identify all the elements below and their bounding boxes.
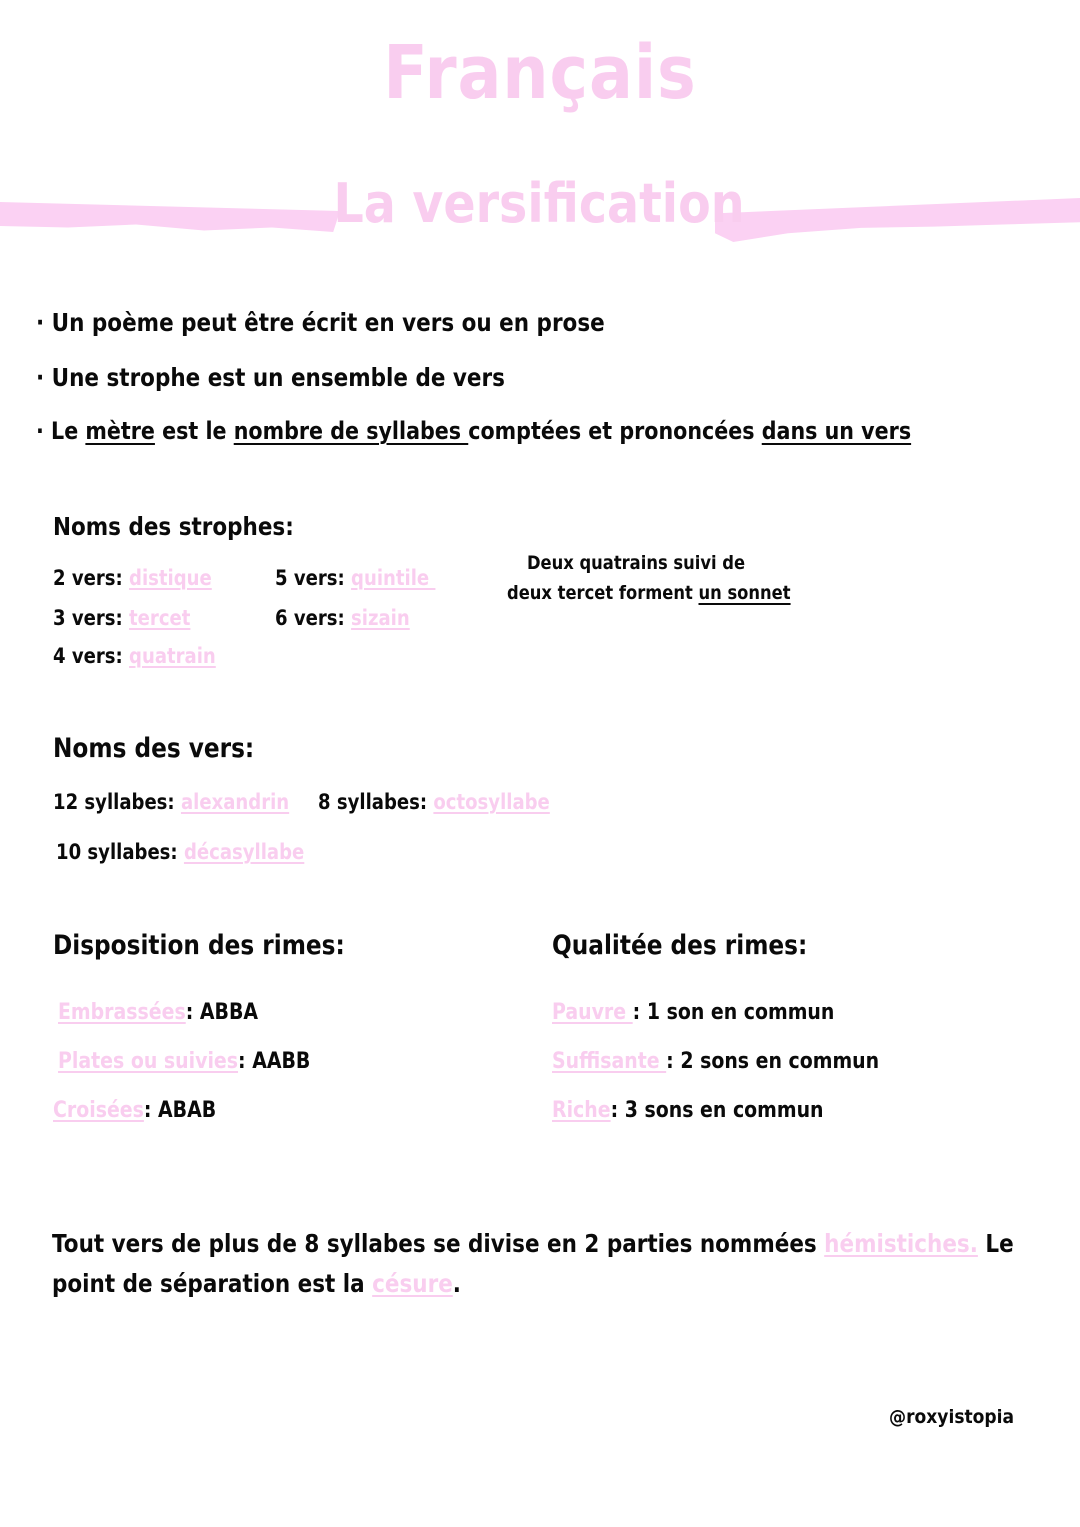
text-segment: comptées et prononcées (468, 417, 762, 445)
strophe-item (53, 606, 190, 630)
strophe-label: 5 vers: (275, 566, 345, 590)
strophe-item (275, 566, 435, 590)
term-hemistiches: hémistiches. (824, 1229, 978, 1258)
qualite-item (552, 1098, 824, 1123)
strophe-label: 6 vers: (275, 606, 345, 630)
bullet-text: Une strophe est un ensemble de vers (51, 363, 505, 392)
term-metre: mètre (85, 417, 155, 445)
disposition-item (58, 1049, 310, 1074)
text-segment: est le (154, 417, 234, 445)
vers-label: 12 syllabes: (53, 790, 175, 814)
rhyme-quality-desc: : 3 sons en commun (610, 1098, 824, 1123)
disposition-item (53, 1098, 216, 1123)
term-nombre-syllabes: nombre de syllabes (233, 417, 469, 445)
bullet-dot: · (36, 363, 45, 392)
intro-bullet-1 (36, 308, 605, 337)
rhyme-type-name: Croisées (53, 1098, 144, 1123)
vers-value: décasyllabe (183, 840, 305, 864)
strophe-value: tercet (129, 606, 191, 630)
conclusion-paragraph (52, 1224, 1032, 1304)
strophe-label: 2 vers: (53, 566, 123, 590)
qualite-item (552, 1000, 834, 1025)
rhyme-quality-name: Suffisante (552, 1049, 667, 1074)
vers-value: octosyllabe (433, 790, 550, 814)
vers-label: 8 syllabes: (318, 790, 428, 814)
strophe-label: 3 vers: (53, 606, 123, 630)
intro-bullet-3 (36, 417, 911, 445)
term-dans-un-vers: dans un vers (761, 417, 912, 445)
rhyme-quality-name: Riche (552, 1098, 611, 1123)
term-cesure: césure (372, 1269, 453, 1298)
strophe-item (275, 606, 410, 630)
sonnet-note (507, 548, 791, 608)
text-segment: Tout vers de plus de 8 syllabes se divise en 2 parties nommées (52, 1229, 825, 1258)
disposition-item (58, 1000, 258, 1025)
strophe-item (53, 566, 212, 590)
strophe-value: distique (129, 566, 212, 590)
bullet-dot: · (36, 417, 44, 445)
rhyme-quality-desc: : 1 son en commun (632, 1000, 835, 1025)
text-segment: Le point de séparation est la (52, 1229, 1014, 1298)
rhyme-quality-desc: : 2 sons en commun (666, 1049, 880, 1074)
bullet-text: Un poème peut être écrit en vers ou en prose (51, 308, 605, 337)
rhyme-scheme: : ABBA (185, 1000, 259, 1025)
qualite-heading: Qualitée des rimes: (552, 930, 808, 961)
rhyme-type-name: Plates ou suivies (58, 1049, 239, 1074)
vers-item (318, 790, 550, 814)
page-subtitle: La versification (333, 172, 745, 235)
vers-value: alexandrin (180, 790, 290, 814)
rhyme-scheme: : ABAB (143, 1098, 217, 1123)
bullet-dot: · (36, 308, 45, 337)
page-title: Français (383, 30, 697, 116)
term-sonnet: un sonnet (698, 582, 791, 604)
rhyme-type-name: Embrassées (58, 1000, 186, 1025)
vers-label: 10 syllabes: (56, 840, 178, 864)
sonnet-note-line1: Deux quatrains suivi de (526, 552, 746, 574)
vers-item (53, 790, 289, 814)
vers-heading: Noms des vers: (53, 733, 255, 764)
strophe-value: quatrain (129, 644, 216, 668)
rhyme-scheme: : AABB (238, 1049, 311, 1074)
qualite-item (552, 1049, 879, 1074)
text-segment: deux tercet forment (507, 582, 699, 604)
text-segment: Le (51, 417, 86, 445)
rhyme-quality-name: Pauvre (552, 1000, 633, 1025)
disposition-heading: Disposition des rimes: (53, 930, 345, 961)
sonnet-note-line2 (507, 578, 791, 608)
author-credit: @roxyistopia (889, 1406, 1015, 1428)
strophe-value: quintile (351, 566, 436, 590)
strophes-heading: Noms des strophes: (53, 512, 294, 541)
strophe-item (53, 644, 216, 668)
vers-item (56, 840, 304, 864)
strophe-value: sizain (351, 606, 410, 630)
strophe-label: 4 vers: (53, 644, 123, 668)
intro-bullet-2 (36, 363, 505, 392)
text-segment: . (452, 1269, 461, 1298)
